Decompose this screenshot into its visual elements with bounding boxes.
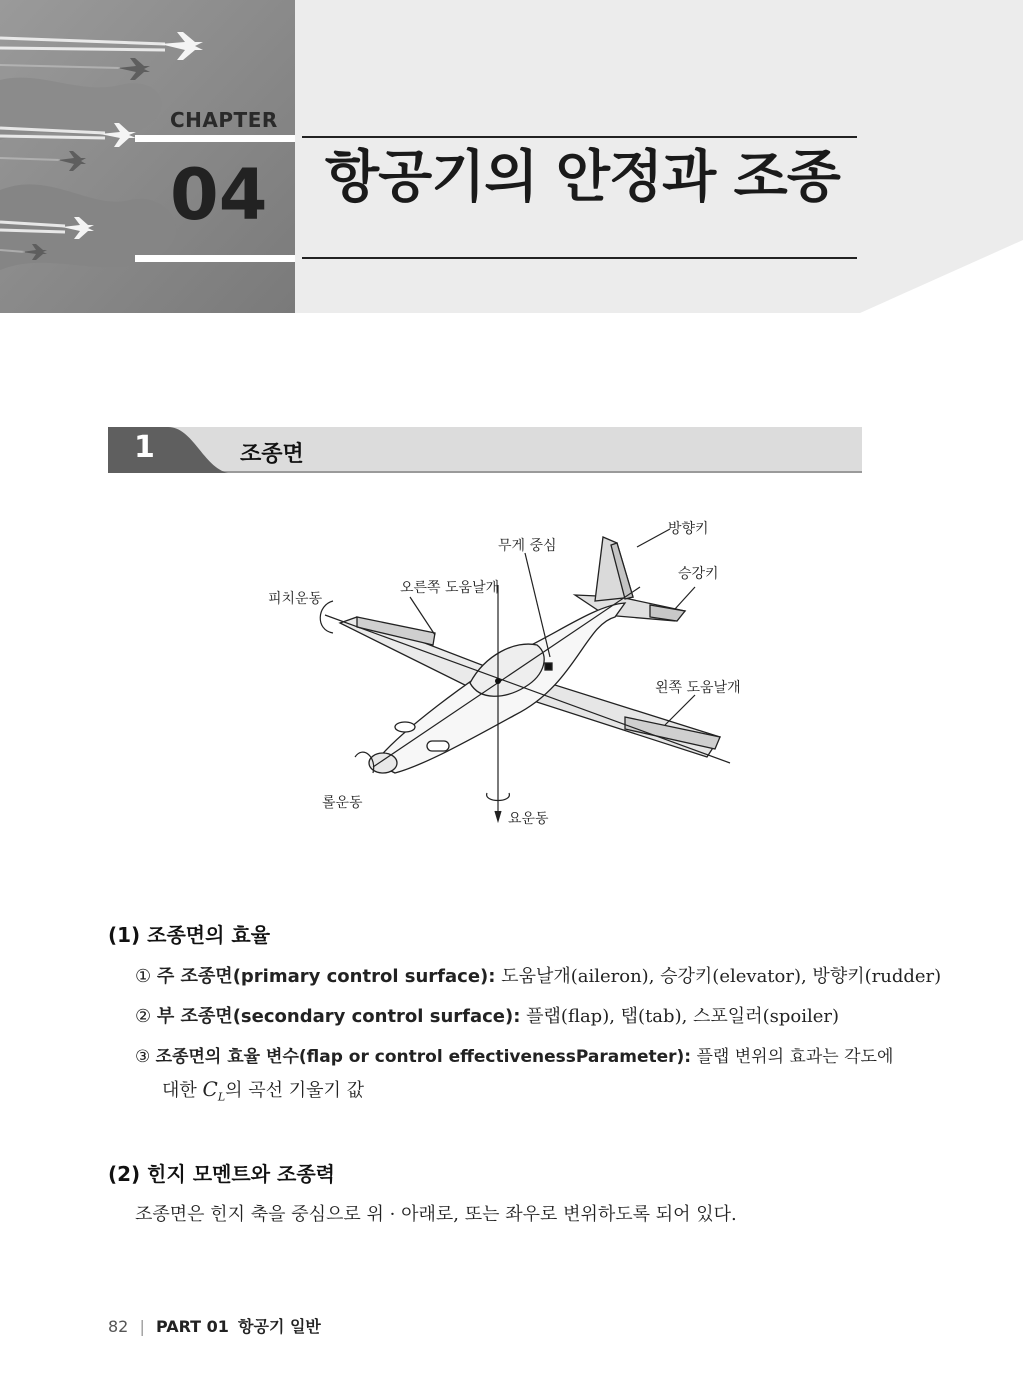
item-desc: 플랩(flap), 탭(tab), 스포일러(spoiler) <box>520 1006 839 1027</box>
section-title: 조종면 <box>240 442 304 467</box>
body-paragraph: 조종면은 힌지 축을 중심으로 위 · 아래로, 또는 좌우로 변위하도록 되어 있다. <box>135 1204 737 1225</box>
list-item <box>135 1002 839 1028</box>
title-rule-bottom <box>302 257 857 259</box>
footer-separator: | <box>139 1317 145 1336</box>
chapter-title: 항공기의 안정과 조종 <box>325 145 840 210</box>
section-number: 1 <box>134 430 155 465</box>
list-item <box>135 962 941 988</box>
item-desc: 도움날개(aileron), 승강키(elevator), 방향키(rudder) <box>495 966 942 987</box>
label-pitch: 피치운동 <box>268 591 323 607</box>
label-elevator: 승강키 <box>678 566 719 582</box>
item-marker: ② <box>135 1006 152 1027</box>
item-term: 주 조종면(primary control surface): <box>156 966 496 987</box>
item-desc: 플랩 변위의 효과는 각도에 <box>691 1047 894 1067</box>
cl-symbol: C <box>202 1077 218 1101</box>
subheading-hinge-moment: (2) 힌지 모멘트와 조종력 <box>108 1162 335 1186</box>
label-center-of-gravity: 무게 중심 <box>498 538 557 554</box>
label-right-aileron: 오른쪽 도움날개 <box>400 580 500 596</box>
section-band <box>108 427 862 473</box>
item-marker: ③ <box>135 1047 151 1067</box>
label-left-aileron: 왼쪽 도움날개 <box>655 680 741 696</box>
label-rudder: 방향키 <box>668 521 709 537</box>
footer-part: PART 01 <box>155 1317 229 1336</box>
list-item <box>135 1042 893 1067</box>
chapter-bar-bottom <box>135 255 295 262</box>
label-yaw: 요운동 <box>508 811 549 827</box>
chapter-number: 04 <box>170 154 268 236</box>
chapter-bar-top <box>135 135 295 142</box>
subheading-control-efficiency: (1) 조종면의 효율 <box>108 923 271 947</box>
item-marker: ① <box>135 966 152 987</box>
item-term: 부 조종면(secondary control surface): <box>156 1006 521 1027</box>
title-rule-top <box>302 136 857 138</box>
label-roll: 롤운동 <box>322 795 363 811</box>
chapter-label: CHAPTER <box>170 108 278 132</box>
list-item-continuation: 대한 $C_L$의 곡선 기울기 값 <box>162 1077 365 1104</box>
item-term: 조종면의 효율 변수(flap or control effectivenessParameter): <box>155 1047 692 1067</box>
page-number: 82 <box>108 1317 129 1336</box>
footer-part-title: 항공기 일반 <box>238 1317 321 1336</box>
page-footer <box>108 1314 321 1337</box>
